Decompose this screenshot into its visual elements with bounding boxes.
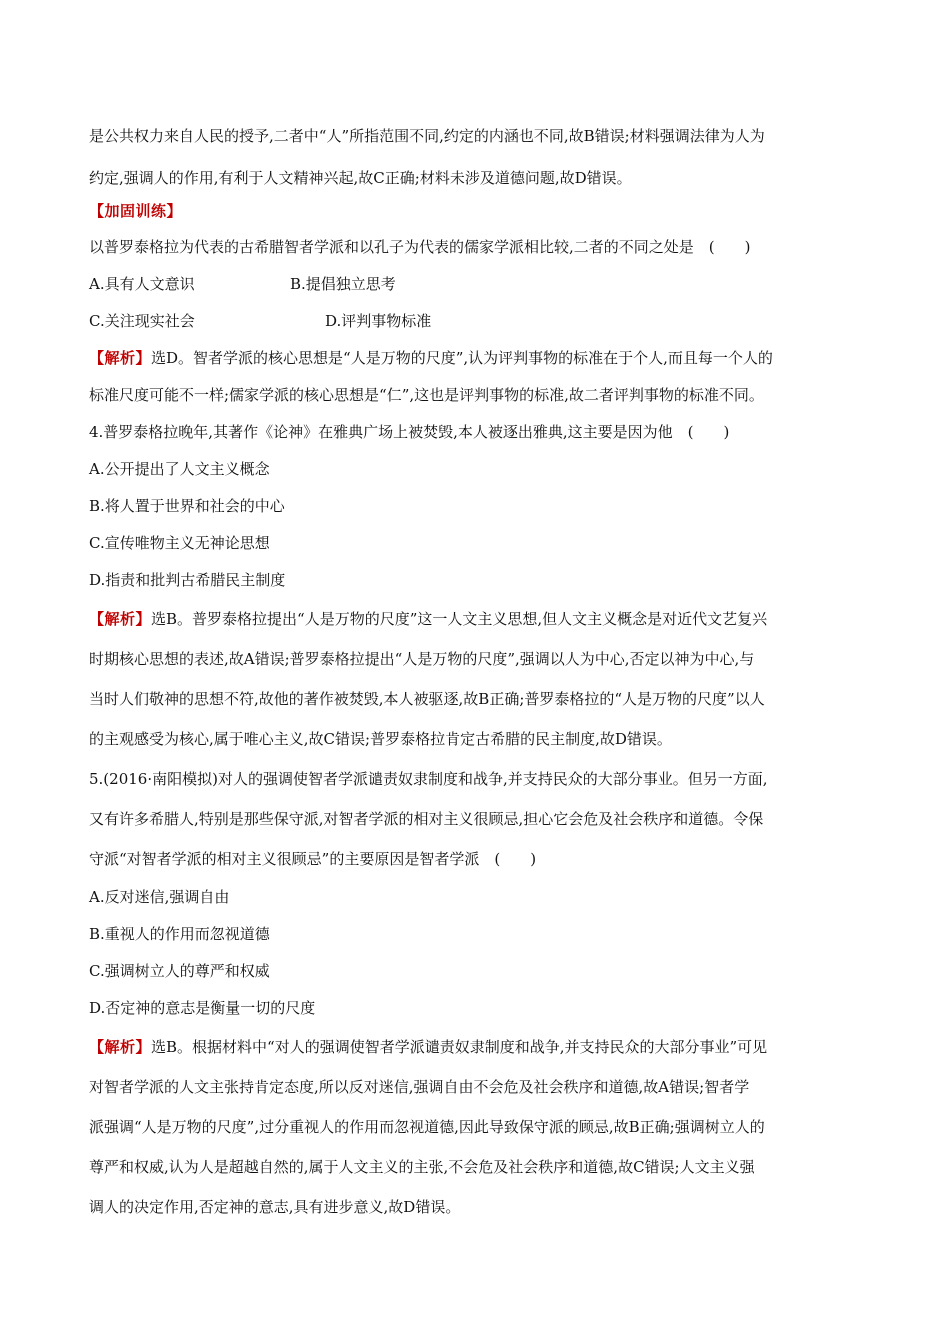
q4-option-c: C.宣传唯物主义无神论思想 — [89, 534, 270, 552]
q4-option-d: D.指责和批判古希腊民主制度 — [89, 571, 286, 589]
q4-analysis-tag: 【解析】 — [89, 610, 152, 628]
q4-question: 4.普罗泰格拉晚年,其著作《论神》在雅典广场上被焚毁,本人被逐出雅典,这主要是因为他 ( ) — [89, 423, 730, 441]
reinforce-option-d: D.评判事物标准 — [325, 312, 432, 330]
reinforce-analysis-line-2: 标准尺度可能不一样;儒家学派的核心思想是“仁”,这也是评判事物的标准,故二者评判事物的标准不同。 — [89, 386, 764, 404]
reinforce-analysis-text-1: 选D。智者学派的核心思想是“人是万物的尺度”,认为评判事物的标准在于个人,而且每一个人的 — [151, 349, 773, 367]
reinforce-option-a: A.具有人文意识 — [89, 275, 195, 293]
q5-option-c: C.强调树立人的尊严和权威 — [89, 962, 270, 980]
intro-line-2: 约定,强调人的作用,有利于人文精神兴起,故C正确;材料未涉及道德问题,故D错误。 — [89, 169, 632, 187]
q5-line-1: 5.(2016·南阳模拟)对人的强调使智者学派谴责奴隶制度和战争,并支持民众的大部分事业。但另一方面, — [89, 770, 768, 788]
reinforce-analysis-tag: 【解析】 — [89, 349, 152, 367]
q5-analysis-line-5: 调人的决定作用,否定神的意志,具有进步意义,故D错误。 — [89, 1198, 461, 1216]
reinforce-heading — [89, 193, 864, 229]
q5-option-a: A.反对迷信,强调自由 — [89, 888, 230, 906]
reinforce-option-b: B.提倡独立思考 — [290, 275, 396, 293]
q5-analysis-line-4: 尊严和权威,认为人是超越自然的,属于人文主义的主张,不会危及社会秩序和道德,故C错误;人文主义强 — [89, 1158, 755, 1176]
reinforce-question: 以普罗泰格拉为代表的古希腊智者学派和以孔子为代表的儒家学派相比较,二者的不同之处是 ( ) — [89, 238, 751, 256]
q5-line-2: 又有许多希腊人,特别是那些保守派,对智者学派的相对主义很顾忌,担心它会危及社会秩序和道德。令保 — [89, 810, 764, 828]
q4-option-b: B.将人置于世界和社会的中心 — [89, 497, 285, 515]
q4-analysis-line-4: 的主观感受为核心,属于唯心主义,故C错误;普罗泰格拉肯定古希腊的民主制度,故D错误。 — [89, 730, 672, 748]
q5-analysis-tag: 【解析】 — [89, 1038, 152, 1056]
q5-line-3: 守派“对智者学派的相对主义很顾忌”的主要原因是智者学派 ( ) — [89, 850, 537, 868]
reinforce-options-row-1 — [89, 266, 864, 303]
intro-line-1: 是公共权力来自人民的授予,二者中“人”所指范围不同,约定的内涵也不同,故B错误;材料强调法律为人为 — [89, 127, 765, 145]
q5-analysis-line-3: 派强调“人是万物的尺度”,过分重视人的作用而忽视道德,因此导致保守派的顾忌,故B正确;强调树立人的 — [89, 1118, 765, 1136]
reinforce-option-c: C.关注现实社会 — [89, 312, 195, 330]
q4-analysis-line-2: 时期核心思想的表述,故A错误;普罗泰格拉提出“人是万物的尺度”,强调以人为中心,否定以神为中心,与 — [89, 650, 755, 668]
reinforce-analysis-line-1 — [89, 340, 864, 377]
q5-option-d: D.否定神的意志是衡量一切的尺度 — [89, 999, 316, 1017]
q4-option-a: A.公开提出了人文主义概念 — [89, 460, 270, 478]
q5-analysis-text-1: 选B。根据材料中“对人的强调使智者学派谴责奴隶制度和战争,并支持民众的大部分事业”可见 — [151, 1038, 768, 1056]
q4-analysis-line-3: 当时人们敬神的思想不符,故他的著作被焚毁,本人被驱逐,故B正确;普罗泰格拉的“人是万物的尺度”以人 — [89, 690, 765, 708]
q4-analysis-line-1 — [89, 599, 864, 639]
reinforce-tag: 【加固训练】 — [89, 202, 183, 220]
reinforce-options-row-2 — [89, 303, 864, 340]
q5-option-b: B.重视人的作用而忽视道德 — [89, 925, 270, 943]
q4-analysis-text-1: 选B。普罗泰格拉提出“人是万物的尺度”这一人文主义思想,但人文主义概念是对近代文艺复兴 — [151, 610, 768, 628]
q5-analysis-line-1 — [89, 1027, 864, 1067]
document-page — [89, 118, 864, 1227]
q5-analysis-line-2: 对智者学派的人文主张持肯定态度,所以反对迷信,强调自由不会危及社会秩序和道德,故A错误;智者学 — [89, 1078, 750, 1096]
